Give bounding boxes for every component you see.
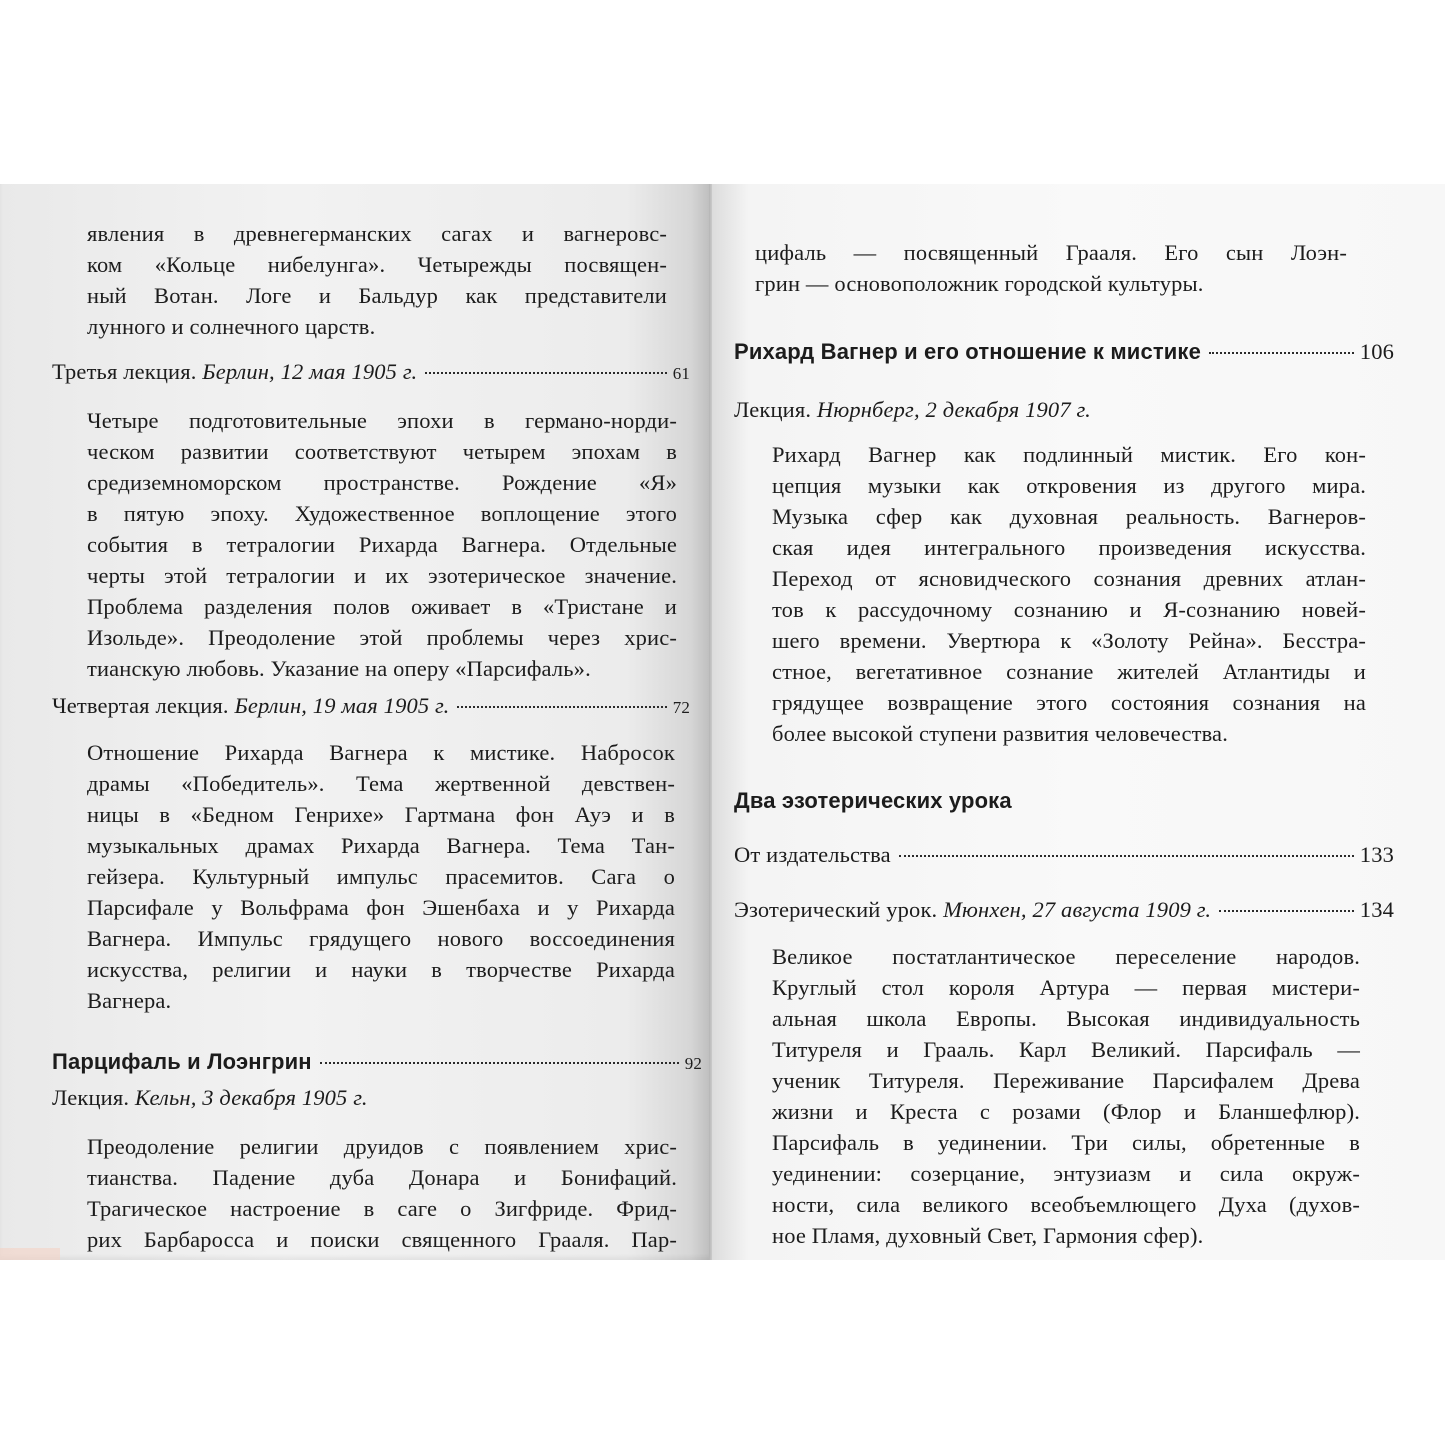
toc-entry-publisher-note[interactable] (734, 839, 1394, 870)
text-line: Отношение Рихарда Вагнера к мистике. Набросок (87, 740, 675, 765)
text-line: ская идея интегрального произведения искусства. (772, 535, 1366, 560)
page-number: 134 (1359, 897, 1394, 922)
dot-leader (1209, 352, 1354, 354)
page-number: 106 (1359, 339, 1394, 364)
text-line: Вагнера. Импульс грядущего нового воссоединения (87, 926, 675, 951)
text-line: альная школа Европы. Высокая индивидуальность (772, 1006, 1360, 1031)
text-line: цифаль — посвященный Грааля. Его сын Лоэн- (755, 240, 1347, 265)
text-line: ницы в «Бедном Генрихе» Гартмана фон Ауэ и в (87, 802, 675, 827)
text-line: цепция музыки как откровения из другого мира. (772, 473, 1366, 498)
text-line: Проблема разделения полов оживает в «Тристане и (87, 594, 677, 619)
lecture-label: Лекция. (734, 397, 812, 422)
text-line: уединении: созерцание, энтузиазм и сила окруж- (772, 1161, 1360, 1186)
text-line: лунного и солнечного царств. (87, 314, 376, 339)
text-line: Четыре подготовительные эпохи в германо-норди- (87, 408, 677, 433)
text-line: тианства. Падение дуба Донара и Бонифаций. (87, 1165, 677, 1190)
text-line: Парсифале у Вольфрама фон Эшенбаха и у Рихарда (87, 895, 675, 920)
lecture-place-date: Берлин, 19 мая 1905 г. (234, 693, 450, 718)
toc-entry-parsifal[interactable] (52, 1046, 702, 1079)
text-line: более высокой ступени развития человечества. (772, 721, 1228, 746)
section-title: Парцифаль и Лоэнгрин (52, 1049, 312, 1074)
text-line: Великое постатлантическое переселение народов. (772, 944, 1360, 969)
text-line: Круглый стол короля Артура — первая мистери- (772, 975, 1360, 1000)
toc-entry-esoteric-lesson[interactable] (734, 894, 1394, 925)
text-line: стное, вегетативное сознание жителей Атлантиды и (772, 659, 1366, 684)
text-line: в пятую эпоху. Художественное воплощение этого (87, 501, 677, 526)
lecture-label: Лекция. (52, 1085, 130, 1110)
wagner-lecture-line (734, 394, 1091, 425)
right-page (712, 184, 1445, 1260)
text-line: Парсифаль в уединении. Три силы, обретенные в (772, 1130, 1360, 1155)
lecture-4-summary (87, 737, 675, 1016)
lecture-place-date: Берлин, 12 мая 1905 г. (202, 359, 418, 384)
text-line: явления в древнегерманских сагах и вагнеровс- (87, 221, 667, 246)
text-line: драмы «Победитель». Тема жертвенной девствен- (87, 771, 675, 796)
text-line: тов к рассудочному сознанию и Я-сознанию новей- (772, 597, 1366, 622)
text-line: жизни и Креста с розами (Флор и Бланшефлюр). (772, 1099, 1360, 1124)
text-line: гейзера. Культурный импульс прасемитов. Сага о (87, 864, 675, 889)
dot-leader (1219, 910, 1354, 912)
text-line: музыкальных драмах Рихарда Вагнера. Тема Тан- (87, 833, 675, 858)
lecture-place-date: Нюрнберг, 2 декабря 1907 г. (816, 397, 1091, 422)
toc-entry-lecture-3[interactable] (52, 356, 690, 389)
text-line: ученик Титуреля. Переживание Парсифалем Древа (772, 1068, 1360, 1093)
section-title: Два эзотерических урока (734, 788, 1012, 813)
esoteric-section-title (734, 785, 1012, 816)
lecture-place-date: Мюнхен, 27 августа 1909 г. (943, 897, 1212, 922)
text-line: ческом развитии соответствуют четырем эпохам в (87, 439, 677, 464)
text-line: тианскую любовь. Указание на оперу «Парсифаль». (87, 656, 591, 681)
text-line: Трагическое настроение в саге о Зигфриде. Фрид- (87, 1196, 677, 1221)
lecture-label: Четвертая лекция. (52, 693, 229, 718)
text-line: ности, сила великого всеобъемлющего Духа (духов- (772, 1192, 1360, 1217)
text-line: грядущее возвращение этого состояния сознания на (772, 690, 1366, 715)
entry-label: От издательства (734, 842, 891, 867)
page-number: 133 (1359, 842, 1394, 867)
text-line: шего времени. Увертюра к «Золоту Рейна». Бесстра- (772, 628, 1366, 653)
text-line: средиземноморском пространстве. Рождение «Я» (87, 470, 677, 495)
text-line: грин — основоположник городской культуры. (755, 271, 1204, 296)
text-line: Музыка сфер как духовная реальность. Вагнеров- (772, 504, 1366, 529)
parsifal-lecture-line (52, 1082, 368, 1113)
wagner-summary (772, 439, 1366, 749)
page-number: 72 (672, 698, 690, 717)
dot-leader (457, 706, 666, 708)
text-line: Титуреля и Грааль. Карл Великий. Парсифаль — (772, 1037, 1360, 1062)
text-line: ком «Кольце нибелунга». Четырежды посвящен- (87, 252, 667, 277)
section-title: Рихард Вагнер и его отношение к мистике (734, 339, 1201, 364)
dot-leader (425, 372, 666, 374)
lecture-place-date: Кельн, 3 декабря 1905 г. (134, 1085, 368, 1110)
text-line: рих Барбаросса и поиски священного Грааля. Пар- (87, 1227, 677, 1252)
esoteric-lesson-summary (772, 941, 1360, 1251)
page-number: 61 (672, 364, 690, 383)
lecture-label: Эзотерический урок. (734, 897, 938, 922)
page-number: 92 (684, 1054, 702, 1073)
text-line: события в тетралогии Рихарда Вагнера. Отдельные (87, 532, 677, 557)
text-line: искусства, религии и науки в творчестве Рихарда (87, 957, 675, 982)
text-line: ное Пламя, духовный Свет, Гармония сфер). (772, 1223, 1204, 1248)
text-line: Изольде». Преодоление этой проблемы через хрис- (87, 625, 677, 650)
toc-entry-wagner-mysticism[interactable] (734, 336, 1394, 367)
open-book (0, 184, 1445, 1260)
text-line: ный Вотан. Логе и Бальдур как представители (87, 283, 667, 308)
parsifal-summary (87, 1131, 677, 1255)
left-page (0, 184, 712, 1260)
lecture-label: Третья лекция. (52, 359, 197, 384)
lecture-3-summary (87, 405, 677, 684)
text-line: черты этой тетралогии и их эзотерическое значение. (87, 563, 677, 588)
dot-leader (899, 855, 1354, 857)
toc-entry-lecture-4[interactable] (52, 690, 690, 723)
right-intro-paragraph (755, 237, 1347, 299)
text-line: Переход от ясновидческого сознания древних атлан- (772, 566, 1366, 591)
text-line: Вагнера. (87, 988, 172, 1013)
dot-leader (320, 1062, 679, 1064)
left-intro-paragraph (87, 218, 667, 342)
text-line: Преодоление религии друидов с появлением хрис- (87, 1134, 677, 1159)
text-line: Рихард Вагнер как подлинный мистик. Его кон- (772, 442, 1366, 467)
page-edge-tint (0, 1248, 60, 1260)
